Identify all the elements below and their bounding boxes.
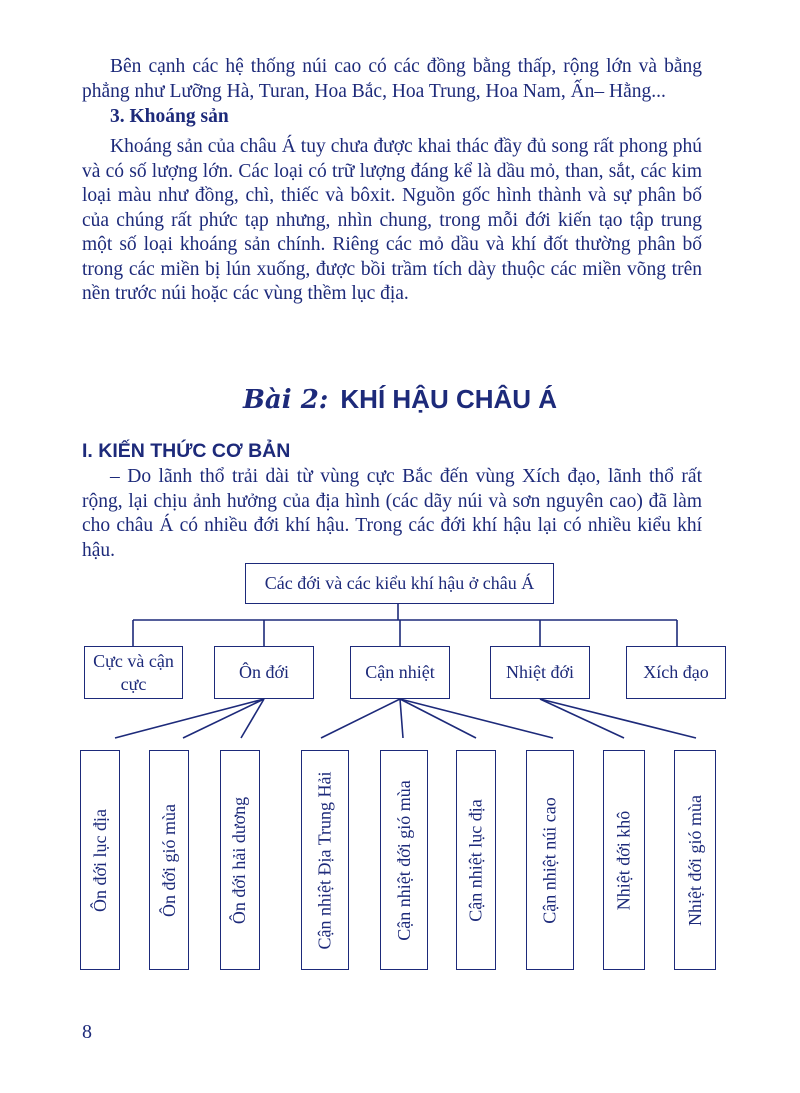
zone-label: Nhiệt đới [505, 662, 574, 682]
type-label: Cận nhiệt lục địa [465, 798, 486, 922]
zone-box-temperate [214, 646, 314, 699]
zone-label: Cận nhiệt [365, 662, 435, 682]
zone-box-tropical [490, 646, 590, 699]
heading-minerals: 3. Khoáng sản [110, 106, 229, 127]
zone-box-equatorial [626, 646, 726, 699]
connector-subtropical-3 [400, 699, 476, 738]
connector-subtropical-4 [400, 699, 553, 738]
type-box-8 [603, 750, 645, 970]
diagram-root-box [245, 563, 554, 604]
lesson-name: KHÍ HẬU CHÂU Á [340, 384, 558, 414]
connector-tropical-1 [540, 699, 624, 738]
type-box-1 [80, 750, 120, 970]
page-number: 8 [82, 1021, 92, 1043]
lesson-label: Bài 2: [242, 385, 329, 415]
type-box-5 [380, 750, 428, 970]
connector-subtropical-2 [400, 699, 403, 738]
type-box-6 [456, 750, 496, 970]
type-box-3 [220, 750, 260, 970]
type-label: Nhiệt đới gió mùa [684, 794, 705, 926]
paragraph-plains: Bên cạnh các hệ thống núi cao có các đồng bằng thấp, rộng lớn và bằng phẳng như Lưỡng Hà, Turan, Hoa Bắc, Hoa Trung, Hoa Nam, Ấn– Hằng... [82, 56, 702, 102]
type-box-7 [526, 750, 574, 970]
type-label: Cận nhiệt Địa Trung Hải [314, 771, 335, 949]
type-label: Ôn đới lục địa [89, 808, 110, 912]
paragraph-climate-intro: – Do lãnh thổ trải dài từ vùng cực Bắc đến vùng Xích đạo, lãnh thổ rất rộng, lại chịu ảnh hưởng của địa hình (các dãy núi và sơn nguyên cao) đã làm cho châu Á có nhiều đới khí hậu. Trong các đới khí hậu lại có nhiều kiểu khí hậu. [82, 466, 702, 561]
diagram-root-label: Các đới và các kiểu khí hậu ở châu Á [264, 573, 535, 593]
type-label: Ôn đới gió mùa [158, 803, 179, 917]
paragraph-minerals: Khoáng sản của châu Á tuy chưa được khai thác đầy đủ song rất phong phú và có số lượng lớn. Các loại có trữ lượng đáng kể là dầu mỏ, than, sắt, các kim loại màu như đồng, chì, thiếc và bôxit. Nguồn gốc hình thành và sự phân bố của chúng rất phức tạp nhưng, nhìn chung, trong mỗi đới kiến tạo tập trung một số loại khoáng sản chính. Riêng các mỏ dầu và khí đốt thường phân bố trong các miền bị lún xuống, được bồi trầm tích dày thuộc các miền võng trên nền trước núi hoặc các vùng thềm lục địa. [82, 136, 702, 304]
zone-label: Xích đạo [643, 662, 709, 682]
connector-temperate-1 [115, 699, 264, 738]
connector-tropical-2 [540, 699, 696, 738]
type-label: Cận nhiệt đới gió mùa [393, 779, 414, 941]
type-label: Nhiệt đới khô [613, 810, 634, 910]
zone-label: Ôn đới [238, 662, 290, 682]
type-box-2 [149, 750, 189, 970]
heading-basic-knowledge: I. KIẾN THỨC CƠ BẢN [82, 440, 291, 462]
connector-subtropical-1 [321, 699, 400, 738]
type-label: Cận nhiệt núi cao [539, 796, 560, 924]
zone-box-polar [84, 646, 183, 699]
type-label: Ôn đới hải dương [229, 796, 250, 924]
zone-label: Cực và cận cực [93, 650, 174, 694]
type-box-4 [301, 750, 349, 970]
zone-box-subtropical [350, 646, 450, 699]
type-box-9 [674, 750, 716, 970]
